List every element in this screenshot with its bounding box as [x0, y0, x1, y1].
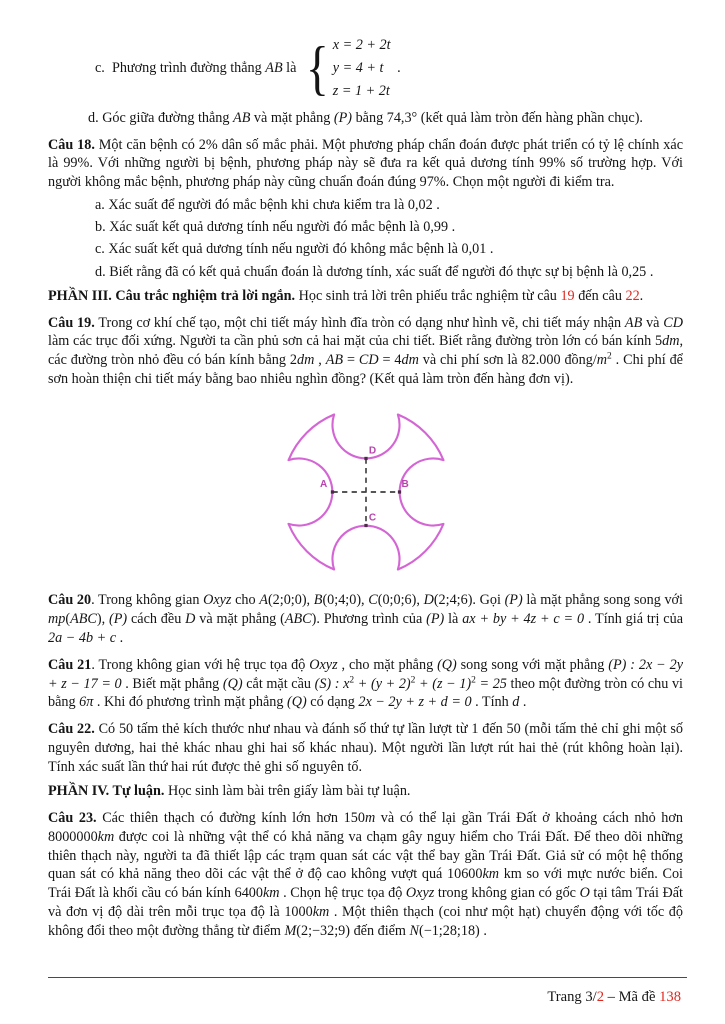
text-run: (Q)	[437, 656, 457, 673]
text-run: đến câu	[574, 287, 626, 304]
text-run: ABC	[284, 610, 312, 627]
text-run: .	[519, 694, 527, 711]
equation-line: z = 1 + 2t	[332, 82, 390, 99]
text-run: 2	[471, 674, 476, 685]
text-run: 2	[410, 674, 416, 685]
document-body-top	[48, 34, 683, 389]
text-run: km	[482, 866, 500, 883]
text-run: theo một đường tròn có chu vi bằng	[48, 675, 683, 711]
text-run: d	[512, 694, 520, 711]
text-run: D	[185, 610, 196, 627]
text-run: 8000000	[48, 828, 98, 845]
section-phan-4	[48, 782, 683, 801]
text-run: 6π	[79, 694, 94, 711]
equation-system	[303, 34, 391, 103]
item-18c	[95, 240, 683, 259]
text-run: C	[368, 592, 378, 608]
text-run: (P)	[504, 592, 523, 608]
text-run: 0,99	[423, 219, 449, 235]
text-run: .	[646, 263, 654, 280]
text-run: d. Biết rằng đã có kết quả chuẩn đoán là dương tính, xác suất để người đó thực sự bị bệnh là	[95, 263, 622, 280]
text-run: (P)	[426, 610, 445, 627]
text-run: Câu 21	[48, 656, 92, 673]
point-C-dot	[364, 524, 367, 527]
text-run: Câu 22.	[48, 721, 95, 738]
text-run: . Trong không gian	[91, 592, 204, 608]
text-run: A	[259, 592, 268, 608]
section-phan-3	[48, 287, 683, 306]
text-run: ax + by + 4z + c = 0	[462, 610, 585, 627]
text-run: 2	[289, 352, 297, 369]
text-run: = 25	[475, 675, 507, 692]
item-18d	[95, 263, 683, 282]
item-18a	[95, 196, 683, 215]
text-run: .	[486, 241, 494, 258]
text-run: 0,02	[407, 196, 433, 213]
text-run: 0,25	[621, 263, 647, 280]
text-run: Oxyz	[309, 656, 338, 673]
footer-page-number: 2	[596, 989, 604, 1005]
text-run: Trong cơ khí chế tạo, một chi tiết máy hình đĩa tròn có dạng như hình vẽ, chi tiết máy nhận	[94, 314, 625, 331]
question-20	[48, 591, 683, 648]
question-22	[48, 720, 683, 777]
point-A-dot	[330, 490, 333, 493]
page-footer	[547, 989, 681, 1006]
text-run: 6400	[234, 885, 263, 902]
text-run: Câu 20	[48, 592, 92, 608]
text-run: Oxyz	[405, 885, 435, 902]
text-run: .	[639, 287, 644, 304]
text-run: là mặt phẳng song song với	[522, 592, 683, 608]
text-run: ,	[314, 352, 326, 369]
text-run: làm các trục đối xứng. Người ta cần phủ sơn cả hai mặt của chi tiết. Biết rằng đường tròn lớn có bán kính	[48, 333, 656, 350]
text-run: 2	[349, 674, 355, 685]
text-run: AB	[233, 109, 251, 126]
text-run: , các đường tròn nhỏ đều có bán kính bằng	[48, 333, 683, 369]
text-run: (P) : 2x − 2y + z − 17 = 0	[48, 656, 683, 692]
text-run: (kết quả làm tròn đến hàng phần chục).	[417, 109, 643, 126]
text-run: song song với mặt phẳng	[456, 656, 609, 673]
text-run: (P)	[109, 610, 128, 627]
text-run: và mặt phẳng	[250, 109, 334, 126]
text-run: AB	[265, 59, 283, 76]
question-19	[48, 314, 683, 390]
text-run: ). Phương trình của	[311, 610, 427, 627]
text-run: Câu 18.	[48, 136, 95, 153]
label-A: A	[319, 479, 327, 491]
footer-exam-code: 138	[659, 989, 681, 1005]
label-D: D	[368, 445, 376, 457]
text-run: M	[284, 923, 297, 939]
text-run: .	[448, 219, 456, 235]
text-run: 2a − 4b + c	[48, 629, 117, 646]
text-run: O	[579, 885, 590, 902]
text-run: trong không gian có gốc	[434, 885, 580, 902]
text-run: + (z − 1)	[415, 675, 472, 692]
text-run: cho	[231, 592, 260, 608]
text-run: . Trong không gian với hệ trục tọa độ	[91, 656, 310, 673]
label-B: B	[400, 479, 409, 491]
text-run: dm	[296, 352, 315, 369]
item-17d	[88, 109, 683, 128]
text-run: (Q)	[287, 694, 307, 711]
question-23	[48, 809, 683, 941]
text-run: cách đều	[127, 610, 186, 627]
text-run: PHẦN III. Câu trắc nghiệm trả lời ngắn.	[48, 287, 296, 304]
text-run: + (y + 2)	[354, 675, 411, 692]
question-18	[48, 136, 683, 193]
text-run: km so với mực nước biển. Coi Trái Đất là khối cầu có bán kính	[48, 866, 684, 902]
text-run: 22	[625, 287, 640, 304]
text-run: Oxyz	[203, 592, 232, 608]
text-run: ABC	[70, 610, 97, 627]
document-body-bottom	[48, 591, 683, 941]
text-run: . Chi phí để sơn hoàn thiện chi tiết máy bằng bao nhiêu nghìn đồng? (Kết quả làm tròn đến hàng đơn vị).	[48, 352, 683, 388]
text-run: B	[313, 592, 323, 608]
text-run: m	[364, 809, 376, 826]
text-run: 10600	[447, 866, 483, 883]
text-run: . Khi đó phương trình mặt phẳng	[93, 694, 288, 711]
item-18b	[95, 218, 683, 237]
text-run: km	[262, 885, 280, 902]
text-run: 74,3°	[386, 109, 418, 126]
text-run: 19	[560, 287, 575, 304]
text-run: PHẦN IV. Tự luận.	[48, 782, 165, 799]
system-brace: {	[305, 35, 329, 102]
text-run: tại tâm Trái Đất và đơn vị độ dài trên mỗi trục tọa độ là	[48, 885, 683, 921]
text-run: Học sinh trả lời trên phiếu trắc nghiệm từ câu	[295, 287, 561, 304]
text-run: mp	[48, 610, 66, 627]
figure-block	[48, 401, 683, 583]
text-run: km	[97, 828, 115, 845]
text-run: 2	[607, 351, 612, 362]
text-run: . Tính	[471, 694, 513, 711]
label-C: C	[368, 512, 376, 524]
text-run: ),	[96, 610, 109, 627]
text-run: =	[343, 352, 359, 369]
text-run: (	[65, 610, 71, 627]
text-run: c. Xác suất kết quả dương tính nếu người đó không mắc bệnh là	[95, 241, 462, 258]
text-run: cắt mặt cầu	[242, 675, 315, 692]
text-run: có dạng	[306, 694, 359, 711]
text-run: 0,01	[461, 241, 487, 258]
text-run: . Tính giá trị của	[584, 610, 683, 627]
text-run: = 4	[378, 352, 402, 369]
text-run: và có thể lại gần Trái Đất ở khoảng cách nhỏ hơn	[375, 809, 683, 826]
text-run: , cho mặt phẳng	[337, 656, 438, 673]
text-run: m	[596, 352, 608, 369]
text-run: 5	[655, 333, 663, 350]
text-run: AB	[624, 314, 643, 331]
text-run: . Chọn hệ trục tọa độ	[279, 885, 406, 902]
text-run: .	[432, 196, 440, 213]
text-run: bằng	[352, 109, 387, 126]
point-D-dot	[364, 457, 367, 460]
text-run: Các thiên thạch có đường kính lớn hơn	[96, 809, 344, 826]
text-run: (2;4;6). Gọi	[433, 592, 505, 608]
text-run: km	[312, 904, 330, 921]
text-run: . Một thiên thạch (coi như một hạt) chuyển động với tốc độ không đổi theo một đường thẳng từ điểm	[48, 904, 683, 939]
item-17c	[95, 34, 683, 103]
text-run: Câu 23.	[48, 809, 97, 826]
text-run: và chi phí sơn là 82.000 đồng/	[418, 352, 597, 369]
equation-line: y = 4 + t	[332, 59, 384, 76]
question-21	[48, 656, 683, 713]
text-run: là	[282, 59, 300, 76]
equation-line: x = 2 + 2t	[332, 37, 391, 53]
text-run: Học sinh làm bài trên giấy làm bài tự luận.	[164, 782, 411, 799]
text-run: a. Xác suất để người đó mắc bệnh khi chưa kiểm tra là	[95, 196, 408, 213]
text-run: (S) : x	[314, 675, 350, 692]
text-run: và	[642, 314, 664, 331]
text-run: được coi là những vật thể có khả năng va chạm gây nguy hiểm cho Trái Đất. Để theo dõi những thiên thạch này, người ta đã thiết lập các trạm quan sát các vật thể bay gần Trái Đất. Giả sử có một hệ thống quan sát có khả năng theo dõi các vật thể ở độ cao không vượt quá	[48, 828, 683, 883]
text-run: AB	[325, 352, 344, 369]
text-run: D	[423, 592, 434, 608]
machine-part-figure	[272, 401, 460, 583]
text-run: là	[444, 610, 463, 627]
text-run: (0;0;6),	[377, 592, 424, 608]
text-run: (Q)	[222, 675, 243, 692]
text-run: Có 50 tấm thẻ kích thước như nhau và đánh số thứ tự lần lượt từ 1 đến 50 (mỗi tấm thẻ chỉ ghi một số nguyên dương, hai thẻ khác nhau ghi hai số khác nhau). Một người lần lượt rút hai thẻ (rút không hoàn lại). Tính xác suất lần thứ hai rút được thẻ ghi số nguyên tố.	[48, 721, 683, 775]
text-run: (2;0;0),	[267, 592, 314, 608]
text-run: (−1;28;18)	[418, 923, 480, 939]
text-run: CD	[358, 352, 379, 369]
text-run: 2x − 2y + z + d = 0	[358, 694, 472, 711]
text-run: .	[116, 629, 124, 646]
footer-page-prefix: Trang 3/	[547, 989, 597, 1005]
text-run: .	[393, 59, 401, 76]
text-run: 150	[343, 809, 365, 826]
text-run: c. Phương trình đường thẳng	[95, 59, 266, 76]
text-run: (0;4;0),	[322, 592, 369, 608]
text-run: . Biết mặt phẳng	[121, 675, 223, 692]
text-run: và mặt phẳng (	[195, 610, 285, 627]
text-run: Một căn bệnh có 2% dân số mắc phải. Một phương pháp chẩn đoán được phát triển có tỷ lệ chính xác là 99%. Với những người bị bệnh, phương pháp này sẽ đưa ra kết quả dương tính 99% số trường hợp. Với người không mắc bệnh, phương pháp này cũng chuẩn đoán đúng 97%. Chọn một người đi kiểm tra.	[48, 136, 683, 191]
text-run: .	[479, 923, 487, 939]
text-run: b. Xác suất kết quả dương tính nếu người đó mắc bệnh là	[95, 219, 424, 235]
footer-divider	[48, 977, 687, 978]
text-run: đến điểm	[350, 923, 410, 939]
text-run: Câu 19.	[48, 314, 95, 331]
footer-separator: – Mã đề	[603, 989, 660, 1005]
text-run: CD	[663, 314, 683, 331]
text-run: dm	[662, 333, 680, 350]
text-run: N	[409, 923, 419, 939]
text-run: (P)	[333, 109, 353, 126]
text-run: (2;−32;9)	[296, 923, 351, 939]
text-run: dm	[401, 352, 419, 369]
text-run: 1000	[284, 904, 313, 921]
text-run: d. Góc giữa đường thẳng	[88, 109, 234, 126]
point-B-dot	[397, 490, 400, 493]
